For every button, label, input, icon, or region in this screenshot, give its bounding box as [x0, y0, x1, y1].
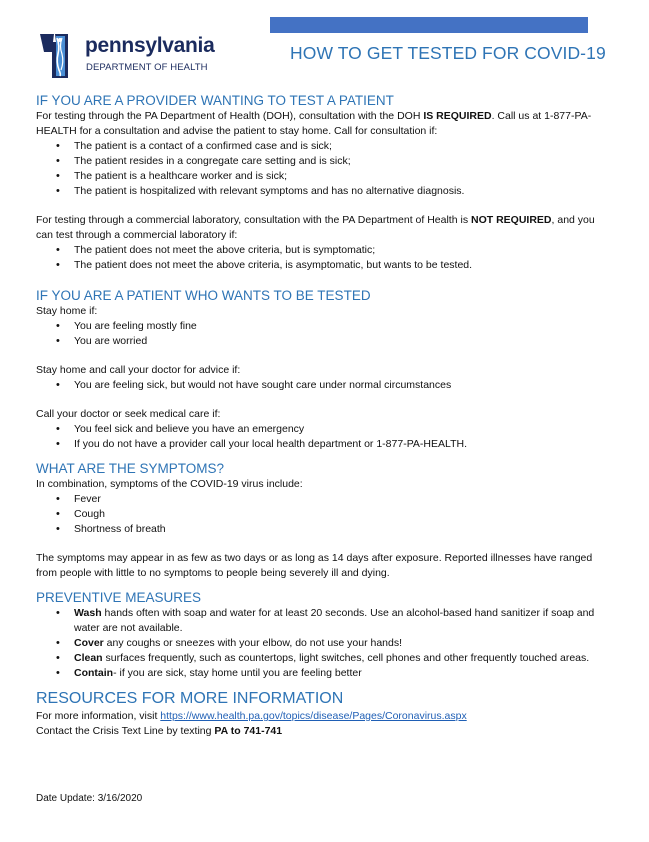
measure-text: any coughs or sneezes with your elbow, do not use your hands!	[103, 637, 403, 649]
list-item	[36, 636, 614, 651]
symptoms-heading: WHAT ARE THE SYMPTOMS?	[36, 461, 225, 476]
crisis-line	[36, 724, 614, 739]
provider-intro-text: For testing through the PA Department of Health (DOH), consultation with the DOH	[36, 110, 424, 122]
symptoms-intro: In combination, symptoms of the COVID-19 virus include:	[36, 478, 303, 490]
list-item: • The patient is hospitalized with relevant symptoms and has no alternative diagnosis.	[36, 184, 614, 199]
list-item: • You are worried	[36, 334, 614, 349]
list-item: • You are feeling sick, but would not have sought care under normal circumstances	[36, 378, 614, 393]
measure-keyword: Wash	[74, 607, 102, 619]
symptoms-section	[36, 460, 614, 581]
stay-home-list	[36, 319, 614, 349]
provider-heading: IF YOU ARE A PROVIDER WANTING TO TEST A PATIENT	[36, 93, 394, 108]
list-item: • The patient does not meet the above criteria, is asymptomatic, but wants to be tested.	[36, 258, 614, 273]
list-item: • If you do not have a provider call your local health department or 1-877-PA-HEALTH.	[36, 437, 614, 452]
call-doctor-label: Stay home and call your doctor for advice if:	[36, 364, 241, 376]
list-item: • You feel sick and believe you have an emergency	[36, 422, 614, 437]
resources-section	[36, 689, 614, 739]
measure-text: surfaces frequently, such as countertops, light switches, cell phones and other frequently touched areas.	[102, 652, 590, 664]
measure-keyword: Cover	[74, 637, 104, 649]
list-item: • The patient does not meet the above criteria, but is symptomatic;	[36, 243, 614, 258]
call-doctor-list	[36, 378, 614, 393]
list-item: • The patient resides in a congregate care setting and is sick;	[36, 154, 614, 169]
preventive-heading: PREVENTIVE MEASURES	[36, 590, 202, 605]
commercial-intro-text: For testing through a commercial laboratory, consultation with the PA Department of Health is	[36, 214, 471, 226]
list-item: • The patient is a healthcare worker and is sick;	[36, 169, 614, 184]
patient-heading: IF YOU ARE A PATIENT WHO WANTS TO BE TESTED	[36, 288, 371, 303]
list-item: • Fever	[36, 492, 614, 507]
list-item	[36, 606, 614, 636]
symptoms-note: The symptoms may appear in as few as two days or as long as 14 days after exposure. Reported illnesses have ranged from people with little to no symptoms to people being severely ill and dying.	[36, 552, 593, 579]
list-item	[36, 666, 614, 681]
commercial-criteria-list	[36, 243, 614, 273]
pa-doh-logo	[38, 32, 238, 82]
crisis-line-number: PA to 741-741	[214, 725, 283, 737]
date-update: Date Update: 3/16/2020	[36, 793, 143, 804]
seek-care-list	[36, 422, 614, 452]
provider-intro	[36, 109, 614, 139]
commercial-intro-text-end: , and you can test through a commercial laboratory if:	[36, 214, 595, 241]
measure-keyword: Clean	[74, 652, 103, 664]
measure-text: - if you are sick, stay home until you are feeling better	[113, 667, 362, 679]
list-item: • The patient is a contact of a confirmed case and is sick;	[36, 139, 614, 154]
provider-section	[36, 92, 614, 273]
stay-home-label: Stay home if:	[36, 305, 98, 317]
page-title: HOW TO GET TESTED FOR COVID-19	[290, 43, 606, 63]
preventive-section	[36, 589, 614, 681]
list-item: • Cough	[36, 507, 614, 522]
coronavirus-info-link[interactable]: https://www.health.pa.gov/topics/disease/Pages/Coronavirus.aspx	[160, 710, 467, 722]
preventive-list	[36, 606, 614, 681]
patient-section	[36, 287, 614, 452]
measure-keyword: Contain	[74, 667, 114, 679]
brand-name: pennsylvania	[85, 34, 215, 57]
commercial-intro-emphasis: NOT REQUIRED	[471, 214, 552, 226]
symptoms-list	[36, 492, 614, 537]
keystone-logo-icon	[38, 32, 82, 80]
document-body	[36, 92, 614, 739]
seek-care-label: Call your doctor or seek medical care if:	[36, 408, 221, 420]
list-item: • Shortness of breath	[36, 522, 614, 537]
resources-info-text: For more information, visit	[36, 710, 161, 722]
provider-intro-text-end: . Call us at 1-877-PA-HEALTH for a consultation and advise the patient to stay home. Call for consultation if:	[36, 110, 592, 137]
provider-intro-emphasis: IS REQUIRED	[423, 110, 492, 122]
department-name: DEPARTMENT OF HEALTH	[86, 62, 208, 73]
header-accent-bar	[270, 17, 588, 33]
measure-text: hands often with soap and water for at least 20 seconds. Use an alcohol-based hand sanitizer if soap and water are not available.	[74, 607, 595, 634]
commercial-intro	[36, 213, 614, 243]
resources-info	[36, 709, 614, 724]
list-item: • You are feeling mostly fine	[36, 319, 614, 334]
doh-criteria-list	[36, 139, 614, 199]
crisis-line-text: Contact the Crisis Text Line by texting	[36, 725, 215, 737]
list-item	[36, 651, 614, 666]
resources-heading: RESOURCES FOR MORE INFORMATION	[36, 690, 344, 707]
